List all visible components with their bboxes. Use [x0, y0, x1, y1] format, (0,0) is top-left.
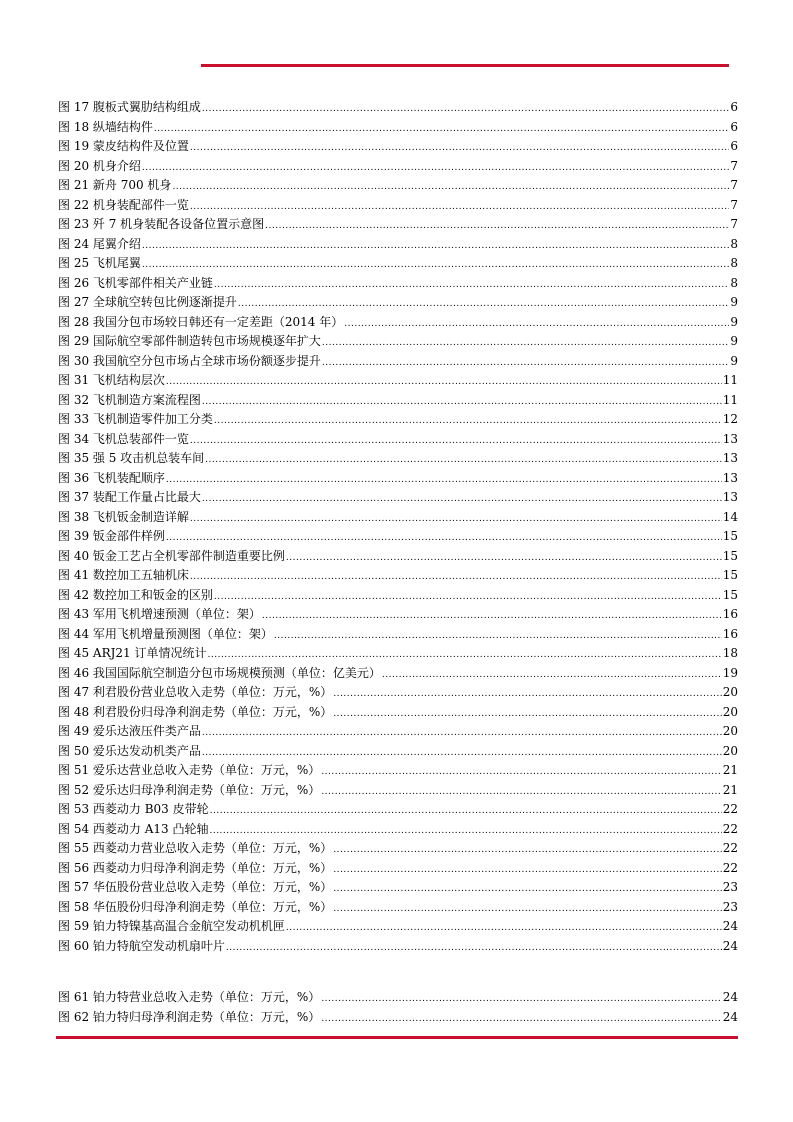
- toc-entry-page-number: 22: [722, 821, 738, 836]
- toc-entry[interactable]: [58, 391, 738, 411]
- toc-entry-page-number: 15: [722, 548, 738, 563]
- toc-entry-page-number: 20: [722, 685, 738, 699]
- dot-leader: [142, 237, 729, 257]
- toc-entry[interactable]: [58, 313, 738, 333]
- dot-leader: [321, 783, 721, 803]
- toc-entry-label: 图 50 爱乐达发动机类产品: [58, 743, 201, 758]
- toc-entry[interactable]: [58, 605, 738, 625]
- toc-entry-label: 图 41 数控加工五轴机床: [58, 568, 189, 582]
- dot-leader: [214, 276, 729, 296]
- toc-entry-label: 图 34 飞机总装部件一览: [58, 431, 189, 446]
- toc-entry-label: 图 17 腹板式翼肋结构组成: [58, 100, 201, 114]
- dot-leader: [214, 412, 722, 432]
- toc-entry-label: 图 38 飞机钣金制造详解: [58, 509, 189, 524]
- toc-entry-page-number: 20: [722, 743, 738, 758]
- toc-entry-page-number: 20: [722, 704, 738, 719]
- toc-entry[interactable]: [58, 430, 738, 450]
- toc-entry-label: 图 33 飞机制造零件加工分类: [58, 412, 213, 426]
- toc-entry-page-number: 7: [730, 217, 738, 231]
- toc-entry-page-number: 23: [722, 899, 738, 914]
- footer-rule: [56, 1036, 738, 1039]
- toc-entry[interactable]: [58, 625, 738, 645]
- toc-entry-label: 图 23 歼 7 机身装配各设备位置示意图: [58, 217, 265, 231]
- toc-entry[interactable]: [58, 352, 738, 372]
- toc-entry-page-number: 16: [722, 607, 738, 621]
- toc-entry[interactable]: [58, 547, 738, 567]
- toc-entry-page-number: 6: [730, 100, 738, 114]
- dot-leader: [333, 705, 721, 725]
- dot-leader: [202, 724, 722, 744]
- toc-entry-page-number: 9: [730, 314, 738, 329]
- toc-entry-label: 图 55 西菱动力营业总收入走势（单位：万元，%）: [58, 841, 333, 855]
- dot-leader: [166, 373, 722, 393]
- toc-entry-page-number: 12: [722, 412, 738, 426]
- toc-entry-label: 图 35 强 5 攻击机总装车间: [58, 451, 205, 465]
- toc-entry-page-number: 15: [722, 587, 738, 602]
- dot-leader: [333, 861, 721, 881]
- dot-leader: [322, 354, 729, 374]
- dot-leader: [142, 159, 729, 179]
- toc-entry-page-number: 21: [722, 763, 738, 777]
- toc-entry-page-number: 6: [730, 119, 738, 134]
- dot-leader: [226, 939, 722, 959]
- dot-leader: [166, 471, 722, 491]
- toc-entry[interactable]: [58, 488, 738, 508]
- toc-entry-label: 图 27 全球航空转包比例逐渐提升: [58, 295, 237, 309]
- dot-leader: [210, 802, 722, 822]
- dot-leader: [321, 990, 721, 1010]
- figure-list: [58, 98, 738, 956]
- toc-entry-label: 图 61 铂力特营业总收入走势（单位：万元，%）: [58, 990, 321, 1004]
- toc-entry-label: 图 39 钣金部件样例: [58, 529, 165, 543]
- dot-leader: [333, 900, 721, 920]
- toc-entry-page-number: 8: [730, 256, 738, 270]
- toc-entry-label: 图 52 爱乐达归母净利润走势（单位：万元，%）: [58, 782, 321, 797]
- toc-entry-page-number: 11: [722, 392, 738, 407]
- toc-entry[interactable]: [58, 449, 738, 469]
- toc-entry-label: 图 28 我国分包市场较日韩还有一定差距（2014 年）: [58, 314, 344, 329]
- toc-entry-page-number: 14: [722, 509, 738, 524]
- toc-entry[interactable]: [58, 722, 738, 742]
- dot-leader: [205, 451, 722, 471]
- toc-entry-label: 图 26 飞机零部件相关产业链: [58, 275, 213, 290]
- toc-entry[interactable]: [58, 118, 738, 138]
- toc-entry-page-number: 21: [722, 782, 738, 797]
- toc-entry-label: 图 42 数控加工和钣金的区别: [58, 587, 213, 602]
- toc-entry-label: 图 29 国际航空零部件制造转包市场规模逐年扩大: [58, 334, 321, 348]
- toc-entry[interactable]: [58, 1008, 738, 1028]
- toc-entry[interactable]: [58, 293, 738, 313]
- header-rule: [201, 64, 729, 67]
- dot-leader: [333, 841, 721, 861]
- toc-entry-page-number: 16: [722, 626, 738, 641]
- toc-entry-label: 图 46 我国国际航空制造分包市场规模预测（单位：亿美元）: [58, 665, 381, 680]
- toc-entry[interactable]: [58, 898, 738, 918]
- toc-entry[interactable]: [58, 137, 738, 157]
- dot-leader: [172, 178, 729, 198]
- toc-entry[interactable]: [58, 683, 738, 703]
- dot-leader: [190, 510, 722, 530]
- toc-entry[interactable]: [58, 274, 738, 294]
- dot-leader: [382, 666, 722, 686]
- toc-entry-label: 图 51 爱乐达营业总收入走势（单位：万元，%）: [58, 763, 321, 777]
- toc-entry[interactable]: [58, 508, 738, 528]
- dot-leader: [286, 549, 722, 569]
- toc-entry-page-number: 7: [730, 197, 738, 212]
- toc-entry-label: 图 54 西菱动力 A13 凸轮轴: [58, 821, 209, 836]
- dot-leader: [190, 139, 729, 159]
- dot-leader: [202, 490, 722, 510]
- toc-entry-page-number: 22: [722, 841, 738, 855]
- toc-entry[interactable]: [58, 196, 738, 216]
- toc-entry-page-number: 13: [722, 431, 738, 446]
- dot-leader: [190, 198, 729, 218]
- dot-leader: [286, 919, 722, 939]
- toc-entry-label: 图 48 利君股份归母净利润走势（单位：万元，%）: [58, 704, 333, 719]
- toc-entry-page-number: 9: [730, 353, 738, 368]
- dot-leader: [265, 217, 729, 237]
- dot-leader: [262, 607, 722, 627]
- toc-entry-page-number: 24: [722, 919, 738, 933]
- toc-entry[interactable]: [58, 988, 738, 1008]
- toc-entry-label: 图 31 飞机结构层次: [58, 373, 165, 387]
- toc-entry-page-number: 8: [730, 236, 738, 251]
- toc-entry-page-number: 24: [722, 1009, 738, 1024]
- toc-entry[interactable]: [58, 176, 738, 196]
- toc-entry-page-number: 19: [722, 665, 738, 680]
- toc-entry-label: 图 20 机身介绍: [58, 158, 141, 173]
- toc-entry-page-number: 15: [722, 529, 738, 543]
- toc-entry[interactable]: [58, 157, 738, 177]
- toc-entry-page-number: 7: [730, 158, 738, 173]
- toc-entry-page-number: 11: [722, 373, 738, 387]
- dot-leader: [142, 256, 729, 276]
- toc-entry[interactable]: [58, 215, 738, 235]
- toc-entry[interactable]: [58, 839, 738, 859]
- toc-entry[interactable]: [58, 254, 738, 274]
- toc-entry[interactable]: [58, 644, 738, 664]
- dot-leader: [344, 315, 729, 335]
- toc-entry-page-number: 9: [730, 295, 738, 309]
- dot-leader: [202, 100, 729, 120]
- toc-entry[interactable]: [58, 917, 738, 937]
- toc-entry-label: 图 59 铂力特镍基高温合金航空发动机机匣: [58, 919, 285, 933]
- toc-entry[interactable]: [58, 410, 738, 430]
- dot-leader: [154, 120, 729, 140]
- toc-entry-page-number: 13: [722, 451, 738, 465]
- toc-entry[interactable]: [58, 703, 738, 723]
- toc-entry[interactable]: [58, 937, 738, 957]
- toc-entry-page-number: 18: [722, 646, 738, 660]
- toc-entry-label: 图 58 华伍股份归母净利润走势（单位：万元，%）: [58, 899, 333, 914]
- toc-entry-label: 图 32 飞机制造方案流程图: [58, 392, 201, 407]
- toc-entry[interactable]: [58, 527, 738, 547]
- toc-entry-page-number: 6: [730, 139, 738, 153]
- toc-entry-label: 图 37 装配工作量占比最大: [58, 490, 201, 504]
- toc-entry-label: 图 45 ARJ21 订单情况统计: [58, 646, 207, 660]
- toc-entry-page-number: 23: [722, 880, 738, 894]
- toc-entry-page-number: 22: [722, 860, 738, 875]
- dot-leader: [190, 432, 722, 452]
- dot-leader: [214, 588, 722, 608]
- dot-leader: [322, 334, 729, 354]
- toc-entry-label: 图 24 尾翼介绍: [58, 236, 141, 251]
- dot-leader: [321, 1010, 721, 1030]
- toc-entry-label: 图 22 机身装配部件一览: [58, 197, 189, 212]
- figure-list-continued: [58, 988, 738, 1027]
- toc-entry[interactable]: [58, 820, 738, 840]
- toc-entry-page-number: 20: [722, 724, 738, 738]
- toc-entry-label: 图 30 我国航空分包市场占全球市场份额逐步提升: [58, 353, 321, 368]
- toc-entry-label: 图 21 新舟 700 机身: [58, 178, 172, 192]
- dot-leader: [333, 685, 721, 705]
- toc-entry[interactable]: [58, 781, 738, 801]
- dot-leader: [321, 763, 721, 783]
- toc-entry-label: 图 57 华伍股份营业总收入走势（单位：万元，%）: [58, 880, 333, 894]
- toc-entry[interactable]: [58, 761, 738, 781]
- toc-entry-page-number: 13: [722, 490, 738, 504]
- toc-entry[interactable]: [58, 664, 738, 684]
- toc-entry[interactable]: [58, 566, 738, 586]
- dot-leader: [333, 880, 721, 900]
- dot-leader: [274, 627, 722, 647]
- toc-entry-page-number: 24: [722, 990, 738, 1004]
- toc-entry-label: 图 62 铂力特归母净利润走势（单位：万元，%）: [58, 1009, 321, 1024]
- toc-entry-page-number: 9: [730, 334, 738, 348]
- toc-entry-page-number: 7: [730, 178, 738, 192]
- toc-entry-page-number: 24: [722, 938, 738, 953]
- toc-entry-label: 图 36 飞机装配顺序: [58, 470, 165, 485]
- toc-entry[interactable]: [58, 235, 738, 255]
- toc-entry-label: 图 47 利君股份营业总收入走势（单位：万元，%）: [58, 685, 333, 699]
- toc-entry-page-number: 15: [722, 568, 738, 582]
- toc-entry-label: 图 18 纵墙结构件: [58, 119, 153, 134]
- toc-entry[interactable]: [58, 469, 738, 489]
- toc-entry-label: 图 43 军用飞机增速预测（单位：架）: [58, 607, 261, 621]
- toc-entry-label: 图 19 蒙皮结构件及位置: [58, 139, 189, 153]
- toc-entry-label: 图 60 铂力特航空发动机扇叶片: [58, 938, 225, 953]
- toc-entry-label: 图 25 飞机尾翼: [58, 256, 141, 270]
- toc-entry[interactable]: [58, 371, 738, 391]
- toc-entry[interactable]: [58, 742, 738, 762]
- toc-entry-page-number: 8: [730, 275, 738, 290]
- toc-entry-label: 图 49 爱乐达液压件类产品: [58, 724, 201, 738]
- toc-entry-page-number: 13: [722, 470, 738, 485]
- toc-entry-page-number: 22: [722, 802, 738, 816]
- toc-entry[interactable]: [58, 98, 738, 118]
- toc-entry[interactable]: [58, 800, 738, 820]
- toc-entry[interactable]: [58, 586, 738, 606]
- toc-entry-label: 图 40 钣金工艺占全机零部件制造重要比例: [58, 548, 285, 563]
- toc-entry-label: 图 53 西菱动力 B03 皮带轮: [58, 802, 209, 816]
- dot-leader: [190, 568, 722, 588]
- toc-entry[interactable]: [58, 332, 738, 352]
- toc-entry-label: 图 56 西菱动力归母净利润走势（单位：万元，%）: [58, 860, 333, 875]
- dot-leader: [202, 393, 722, 413]
- toc-entry-label: 图 44 军用飞机增量预测图（单位：架）: [58, 626, 273, 641]
- toc-entry[interactable]: [58, 878, 738, 898]
- toc-entry[interactable]: [58, 859, 738, 879]
